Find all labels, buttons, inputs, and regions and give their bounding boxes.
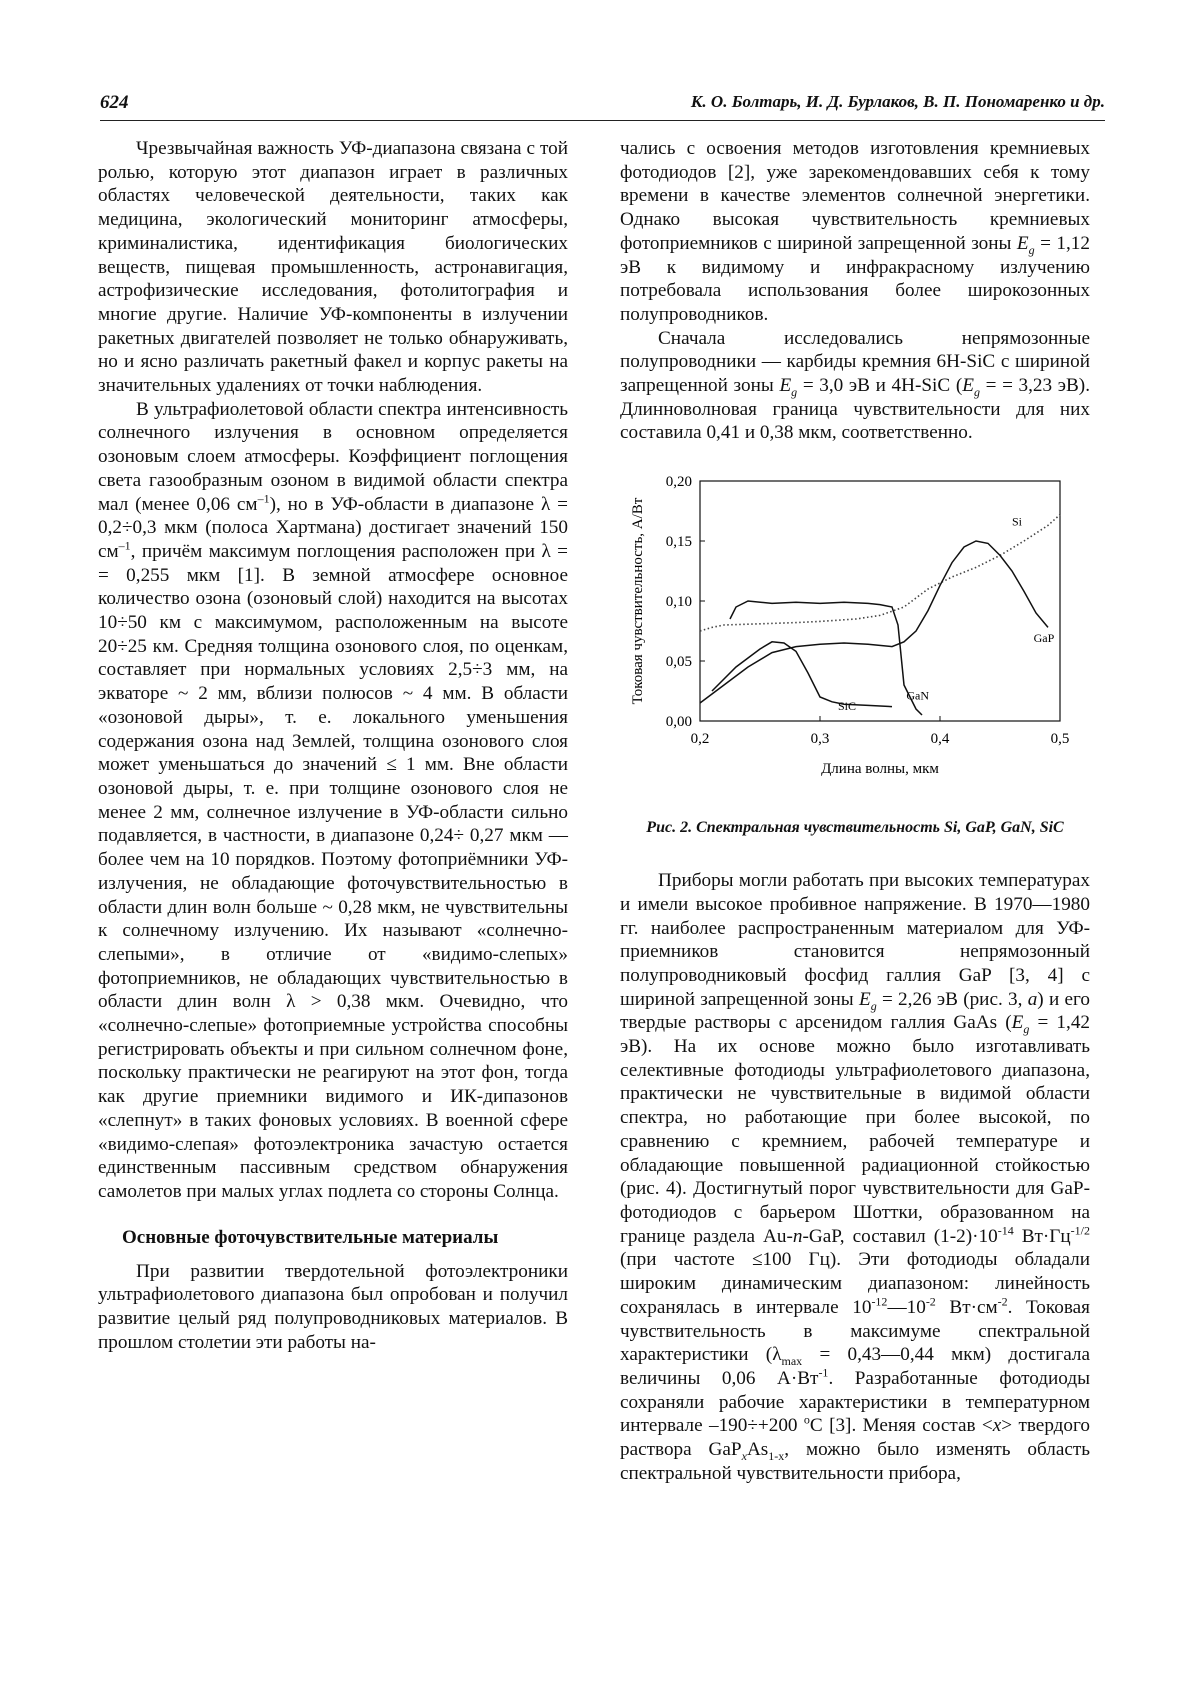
paragraph: Сначала исследовались непрямозонные полупроводники — карбиды кремния 6H-SiC с шириной запрещенной зоны $E_g = 3,0$ эВ и 4H-SiC ($E_g$ = = 3,23 эВ). Длинноволновая граница чувствительности для них составила 0,41 и 0,38 мкм, соответственно. xyxy=(620,327,1090,444)
x-axis-label: Длина волны, мкм xyxy=(821,761,939,778)
paragraph: При развитии твердотельной фотоэлектроники ультрафиолетового диапазона был опробован и получил развитие целый ряд полупроводниковых материалов. В прошлом столетии эти работы на- xyxy=(98,1260,568,1353)
left-column xyxy=(98,137,568,1354)
paragraph: чались с освоения методов изготовления кремниевых фотодиодов [2], уже зарекомендовавших себя к тому времени в качестве элементов солнечной энергетики. Однако высокая чувствительность кремниевых фотоприемников с шириной запрещенной зоны $E_g = 1,12$ эВ к видимому и инфракрасному излучению потребовала использования более широкозонных полупроводников. xyxy=(620,138,1090,325)
series-label-sic: SiC xyxy=(838,699,857,714)
series-line-si xyxy=(700,515,1060,631)
series-line-gap xyxy=(700,541,1048,703)
series-label-gan: GaN xyxy=(906,688,930,703)
x-tick-label: 0,5 xyxy=(1050,731,1070,748)
series-label-gap: GaP xyxy=(1033,630,1055,645)
x-tick-label: 0,4 xyxy=(930,731,950,748)
paragraph: В ультрафиолетовой области спектра интенсивность солнечного излучения в основном определяется озоновым слоем атмосферы. Коэффициент поглощения света газообразным озоном в видимой области спектра мал (менее 0,06 $см^{-1}$), но в УФ-области в диапазоне λ = 0,2÷0,3 мкм (полоса Хартмана) достигает значений 150 $см^{-1}$, причём максимум поглощения расположен при λ = = 0,255 мкм [1]. В земной атмосфере основное количество озона (озоновый слой) находится на высотах 10÷50 км с максимумом, расположенным на высоте 20÷25 км. Средняя толщина озонового слоя, по оценкам, составляет при нормальных условиях 2,5÷3 мм, на экваторе ~ 2 мм, вблизи полюсов ~ 4 мм. В области «озоновой дыры», т. е. локального уменьшения содержания озона над Землей, толщина озонового слоя может уменьшаться до значений ≤ 1 мм. Вне области озоновой дыры, т. е. при толщине озонового слоя не менее 2 мм, солнечное излучение в УФ-области сильно подавляется, в частности, в диапазоне 0,24÷ 0,27 мкм — более чем на 10 порядков. Поэтому фотоприёмники УФ-излучения, не обладающие фоточувствительностью в области длин волн больше ~ 0,28 мкм, не чувствительны к солнечному излучению. Их называют «солнечно-слепыми», в отличие от «видимо-слепых» фотоприемников, не обладающих чувствительностью в области длин волн λ > 0,38 мкм. Очевидно, что «солнечно-слепые» фотоприемные устройства способны регистрировать объекты и при сильном солнечном фоне, поскольку практически не реагируют на этот фон, тогда как другие приемники видимого и ИК-дипазонов «слепнут» в таких фоновых условиях. В военной сфере «видимо-слепая» фотоэлектроника зачастую остается единственным пассивным средством обнаружения самолетов при малых углах подлета со стороны Солнца. xyxy=(98,398,568,1202)
section-heading: Основные фоточувствительные материалы xyxy=(122,1226,499,1248)
y-tick-label: 0,20 xyxy=(665,474,692,491)
series-line-gan xyxy=(730,601,922,715)
y-tick-label: 0,05 xyxy=(665,654,692,671)
y-tick-label: 0,00 xyxy=(665,714,692,731)
spectral-chart xyxy=(620,471,1090,811)
paragraph: Приборы могли работать при высоких температурах и имели высокое пробивное напряжение. В 1970—1980 гг. наиболее распространенным материалом для УФ-приемников становится непрямозонный полупроводниковый фосфид галлия GaP [3, 4] с шириной запрещенной зоны $E_g = 2,26$ эВ (рис. 3, а) и его твердые растворы с арсенидом галлия GaAs ($E_g = 1,42$ эВ). На их основе можно было изготавливать селективные фотодиоды ультрафиолетового диапазона, практически не чувствительные в видимой области спектра, но работающие при более высокой, по сравнению с кремнием, рабочей температуре и обладающие повышенной радиационной стойкостью (рис. 4). Достигнутый порог чувствительности для GaP-фотодиодов с барьером Шоттки, образованном на границе раздела Au-n-GaP, составил $(1-2)\cdot 10^{-14}$ $Вт\cdot Гц^{-1/2}$ (при частоте ≤100 Гц). Эти фотодиоды обладали широким динамическим диапазоном: линейность сохранялась в интервале $10^{-12}—10^{-2}$ $Вт\cdot см^{-2}$. Токовая чувствительность в максимуме спектральной характеристики ($\lambda_{max}$ = 0,43—0,44 мкм) достигала величины 0,06 $А\cdot Вт^{-1}$. Разработанные фотодиоды сохраняли рабочие характеристики в температурном интервале –190÷+200 $^o$C [3]. Меняя состав <x> твердого раствора $GaP_xAs_{1-x}$, можно было изменять область спектральной чувствительности прибора, xyxy=(620,870,1091,1484)
page-number: 624 xyxy=(100,92,129,113)
paragraph: Чрезвычайная важность УФ-диапазона связана с той ролью, которую этот диапазон играет в различных областях человеческой деятельности, таких как медицина, экологический мониторинг атмосферы, криминалистика, идентификация биологических веществ, пищевая промышленность, астронавигация, астрофизические исследования, фотолитография и многие другие. Наличие УФ-компоненты в излучении ракетных двигателей позволяет не только обнаруживать, но и ясно различать ракетный факел и корпус ракеты на значительных удалениях от точки наблюдения. xyxy=(98,138,568,397)
x-tick-label: 0,3 xyxy=(810,731,830,748)
running-head: К. О. Болтарь, И. Д. Бурлаков, В. П. Пономаренко и др. xyxy=(690,92,1105,111)
x-tick-label: 0,2 xyxy=(690,731,710,748)
y-tick-label: 0,15 xyxy=(665,534,692,551)
right-column xyxy=(620,137,1090,1485)
figure-spectral-sensitivity xyxy=(620,471,1090,811)
page-header xyxy=(100,92,1105,121)
series-label-si: Si xyxy=(1012,514,1023,529)
y-axis-label: Токовая чувствительность, А/Вт xyxy=(630,497,646,705)
figure-caption: Рис. 2. Спектральная чувствительность Si, GaP, GaN, SiC xyxy=(646,819,1064,837)
y-tick-label: 0,10 xyxy=(665,594,692,611)
